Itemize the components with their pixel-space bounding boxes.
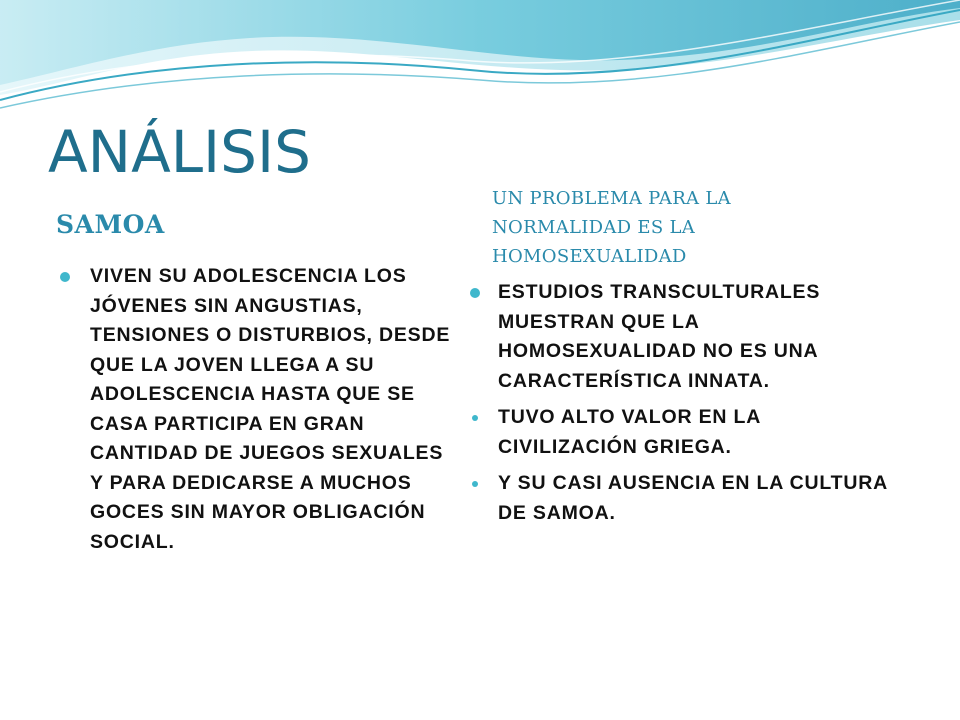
list-item: [470, 403, 890, 462]
bullet-text: VIVEN SU ADOLESCENCIA LOS JÓVENES SIN ANGUSTIAS, TENSIONES O DISTURBIOS, DESDE QUE LA JOVEN LLEGA A SU ADOLESCENCIA HASTA QUE SE CASA PARTICIPA EN GRAN CANTIDAD DE JUEGOS SEXUALES Y PARA DEDICARSE A MUCHOS GOCES SIN MAYOR OBLIGACIÓN SOCIAL.: [90, 265, 451, 553]
bullet-dot-icon: [60, 272, 70, 282]
decorative-wave-header: [0, 0, 960, 120]
bullet-text: TUVO ALTO VALOR EN LA CIVILIZACIÓN GRIEGA.: [498, 406, 761, 458]
left-bullet-list: [60, 262, 460, 557]
bullet-text: ESTUDIOS TRANSCULTURALES MUESTRAN QUE LA HOMOSEXUALIDAD NO ES UNA CARACTERÍSTICA INNATA.: [498, 281, 821, 392]
list-item: [470, 278, 890, 396]
slide-title: ANÁLISIS: [48, 118, 311, 186]
bullet-dot-icon: [472, 415, 478, 421]
bullet-dot-icon: [472, 481, 478, 487]
bullet-text: Y SU CASI AUSENCIA EN LA CULTURA DE SAMOA.: [498, 472, 888, 524]
list-item: [470, 469, 890, 528]
right-column-heading: UN PROBLEMA PARA LA NORMALIDAD ES LA HOMOSEXUALIDAD: [492, 188, 731, 267]
left-column-heading: SAMOA: [56, 210, 165, 239]
bullet-dot-icon: [470, 288, 480, 298]
right-bullet-list: [470, 278, 890, 535]
list-item: [60, 262, 460, 557]
